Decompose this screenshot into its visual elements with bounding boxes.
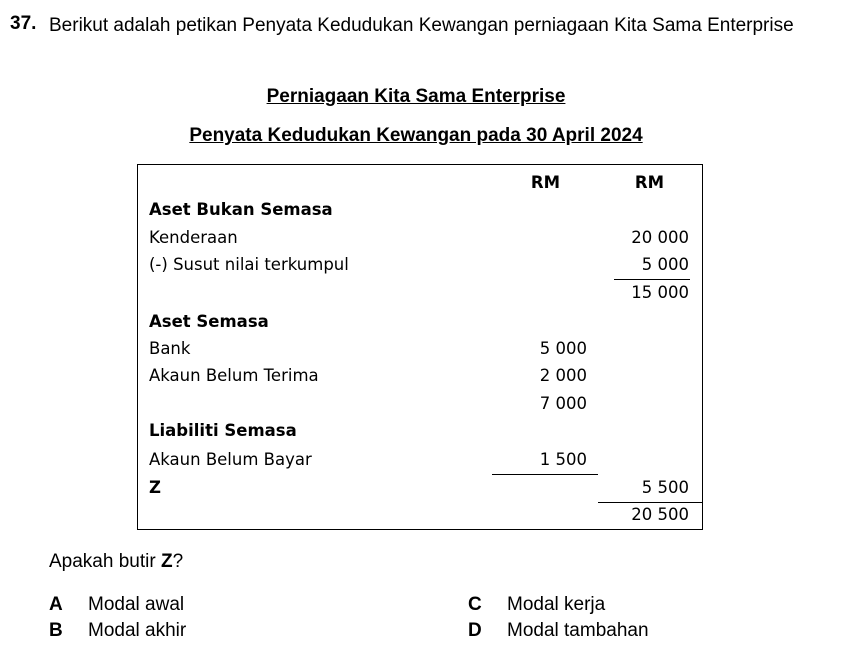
table-row — [138, 312, 702, 336]
question-prompt — [49, 551, 183, 573]
table-row — [138, 283, 702, 307]
business-name: Perniagaan Kita Sama Enterprise — [266, 86, 566, 107]
row-col2: 20 000 — [631, 228, 689, 247]
table-row — [138, 394, 702, 418]
prompt-bold: Z — [160, 551, 173, 572]
table-row — [138, 505, 702, 529]
row-col2: 5 000 — [641, 255, 689, 274]
question-number: 37. — [10, 13, 37, 34]
col1-header: RM — [530, 173, 560, 192]
table-row — [138, 228, 702, 252]
table-row — [138, 450, 702, 474]
option-text: Modal awal — [88, 594, 185, 615]
row-label: Kenderaan — [149, 228, 238, 247]
prompt-after: ? — [172, 551, 184, 572]
row-col2: 20 500 — [631, 505, 689, 524]
row-col1: 1 500 — [539, 450, 587, 469]
row-col2: 15 000 — [631, 283, 689, 302]
underline — [492, 474, 598, 475]
row-label: Aset Semasa — [149, 312, 269, 331]
row-label: Z — [149, 478, 161, 497]
row-label: (-) Susut nilai terkumpul — [149, 255, 349, 274]
row-col1: 5 000 — [539, 339, 587, 358]
row-col2: 5 500 — [641, 478, 689, 497]
row-label: Akaun Belum Bayar — [149, 450, 312, 469]
row-label: Bank — [149, 339, 191, 358]
underline — [598, 502, 702, 503]
table-row — [138, 478, 702, 502]
option-letter: A — [49, 594, 63, 615]
option-letter: D — [468, 620, 482, 641]
row-label: Liabiliti Semasa — [149, 421, 297, 440]
row-label: Akaun Belum Terima — [149, 366, 319, 385]
question-text: Berikut adalah petikan Penyata Kedudukan Kewangan perniagaan Kita Sama Enterprise — [49, 15, 794, 36]
option-text: Modal akhir — [88, 620, 187, 641]
prompt-before: Apakah butir — [49, 551, 161, 572]
option-letter: B — [49, 620, 63, 641]
row-col1: 7 000 — [539, 394, 587, 413]
option-letter: C — [468, 594, 482, 615]
option-text: Modal tambahan — [507, 620, 649, 641]
header-row — [138, 173, 702, 197]
table-row — [138, 255, 702, 279]
row-label: Aset Bukan Semasa — [149, 200, 333, 219]
underline — [614, 279, 690, 280]
row-col1: 2 000 — [539, 366, 587, 385]
col2-header: RM — [634, 173, 664, 192]
table-row — [138, 339, 702, 363]
option-text: Modal kerja — [507, 594, 606, 615]
table-row — [138, 366, 702, 390]
table-row — [138, 200, 702, 224]
table-row — [138, 421, 702, 445]
financial-statement-table — [137, 164, 703, 530]
statement-title: Penyata Kedudukan Kewangan pada 30 April 2024 — [189, 125, 643, 146]
